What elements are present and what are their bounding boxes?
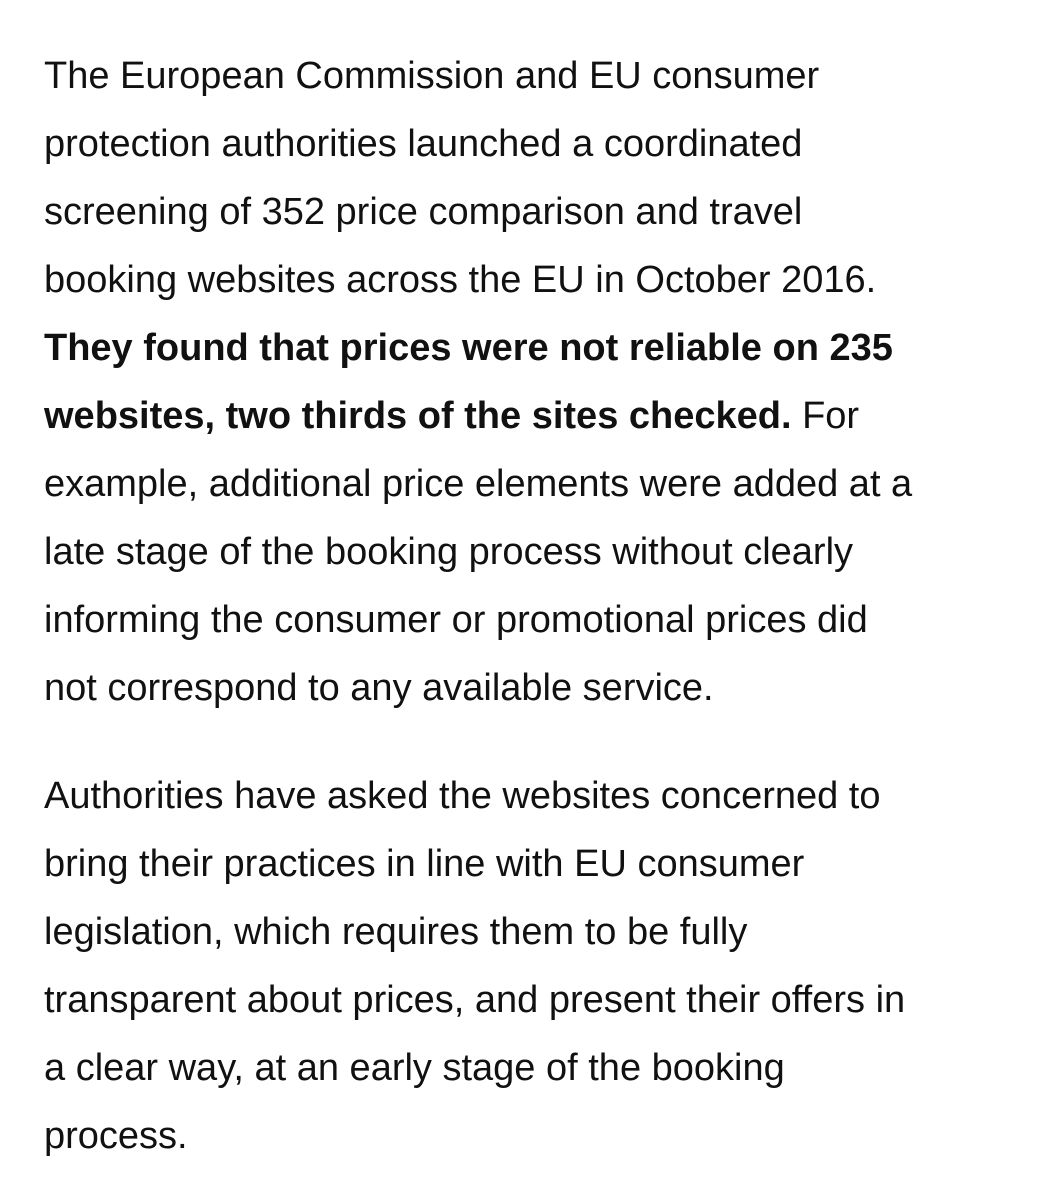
text-line: [44, 654, 1044, 722]
text-line: [44, 586, 1044, 654]
text-segment: The European Commission and EU consumer: [44, 55, 820, 97]
text-line: [44, 382, 1044, 450]
text-line: [44, 110, 1044, 178]
text-segment: example, additional price elements were added at a: [44, 463, 913, 505]
text-line: [44, 178, 1044, 246]
text-line: [44, 42, 1044, 110]
text-line: [44, 762, 1044, 830]
text-line: [44, 898, 1044, 966]
text-segment: screening of 352 price comparison and travel: [44, 191, 803, 233]
text-segment: a clear way, at an early stage of the booking: [44, 1047, 785, 1089]
text-segment: late stage of the booking process without clearly: [44, 531, 854, 573]
text-segment: not correspond to any available service.: [44, 667, 714, 709]
text-segment: bring their practices in line with EU consumer: [44, 843, 805, 885]
text-segment: protection authorities launched a coordinated: [44, 123, 803, 165]
bold-text-segment: They found that prices were not reliable on 235: [44, 327, 893, 369]
text-segment: process.: [44, 1115, 188, 1157]
text-line: [44, 1034, 1044, 1102]
text-segment: transparent about prices, and present their offers in: [44, 979, 906, 1021]
bold-text-segment: websites, two thirds of the sites checked.: [44, 395, 792, 437]
text-segment: For: [791, 395, 860, 437]
paragraph-2: [44, 762, 1044, 1170]
text-line: [44, 966, 1044, 1034]
text-line: [44, 1102, 1044, 1170]
text-segment: booking websites across the EU in October 2016.: [44, 259, 877, 301]
text-segment: informing the consumer or promotional prices did: [44, 599, 868, 641]
text-segment: legislation, which requires them to be fully: [44, 911, 748, 953]
text-line: [44, 830, 1044, 898]
text-line: [44, 450, 1044, 518]
text-line: [44, 246, 1044, 314]
text-line: [44, 518, 1044, 586]
text-line: [44, 314, 1044, 382]
paragraph-1: [44, 42, 1044, 722]
text-segment: Authorities have asked the websites concerned to: [44, 775, 881, 817]
article-text: [44, 42, 1044, 1170]
paragraph-spacer: [44, 722, 1044, 762]
